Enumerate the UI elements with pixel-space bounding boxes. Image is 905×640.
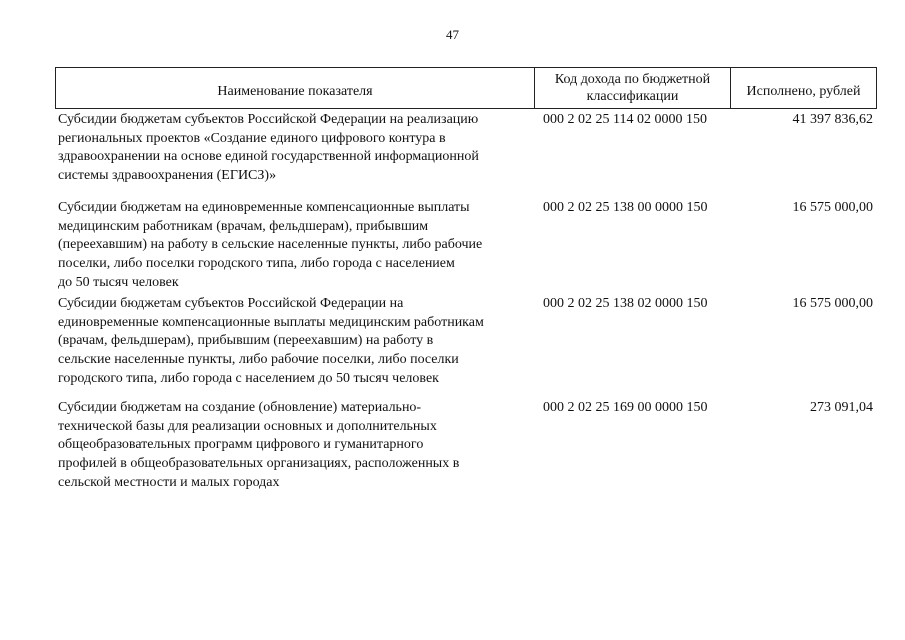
row-code: 000 2 02 25 138 02 0000 150 [543,296,708,311]
table-header-row [55,67,877,109]
row-amount: 273 091,04 [810,400,873,415]
row-name: Субсидии бюджетам субъектов Российской Федерации на единовременные компенсационные выплаты медицинским работникам (врачам, фельдшерам), прибывшим (переехавшим) на работу в сельские населенные пункты, либо рабочие поселки, либо поселки городского типа, либо города с населением до 50 тысяч человек [58,296,484,386]
row-name: Субсидии бюджетам на создание (обновление) материально- технической базы для реализации основных и дополнительных общеобразовательных программ цифрового и гуманитарного профилей в общеобразовательных организациях, расположенных в сельской местности и малых городах [58,400,460,490]
row-amount: 16 575 000,00 [792,296,873,311]
row-code: 000 2 02 25 114 02 0000 150 [543,112,707,127]
table-row [55,199,877,295]
budget-table [55,67,877,499]
table-row [55,295,877,399]
table-row [55,399,877,499]
row-name: Субсидии бюджетам на единовременные компенсационные выплаты медицинским работникам (врачам, фельдшерам), прибывшим (переехавшим) на работу в сельские населенные пункты, либо рабочие поселки, либо поселки городского типа, либо города с населением до 50 тысяч человек [58,200,483,290]
table-row [55,111,877,199]
row-name: Субсидии бюджетам субъектов Российской Федерации на реализацию региональных проектов «Создание единого цифрового контура в здравоохранении на основе единой государственной информационной системы здравоохранения (ЕГИСЗ)» [58,112,479,184]
row-amount: 41 397 836,62 [792,112,873,127]
header-name: Наименование показателя [217,83,373,99]
header-code: Код дохода по бюджетной классификации [534,68,730,108]
row-code: 000 2 02 25 169 00 0000 150 [543,400,708,415]
row-code: 000 2 02 25 138 00 0000 150 [543,200,708,215]
header-amount: Исполнено, рублей [730,68,876,108]
page-number: 47 [446,27,459,42]
table-body [55,111,877,499]
row-amount: 16 575 000,00 [792,200,873,215]
